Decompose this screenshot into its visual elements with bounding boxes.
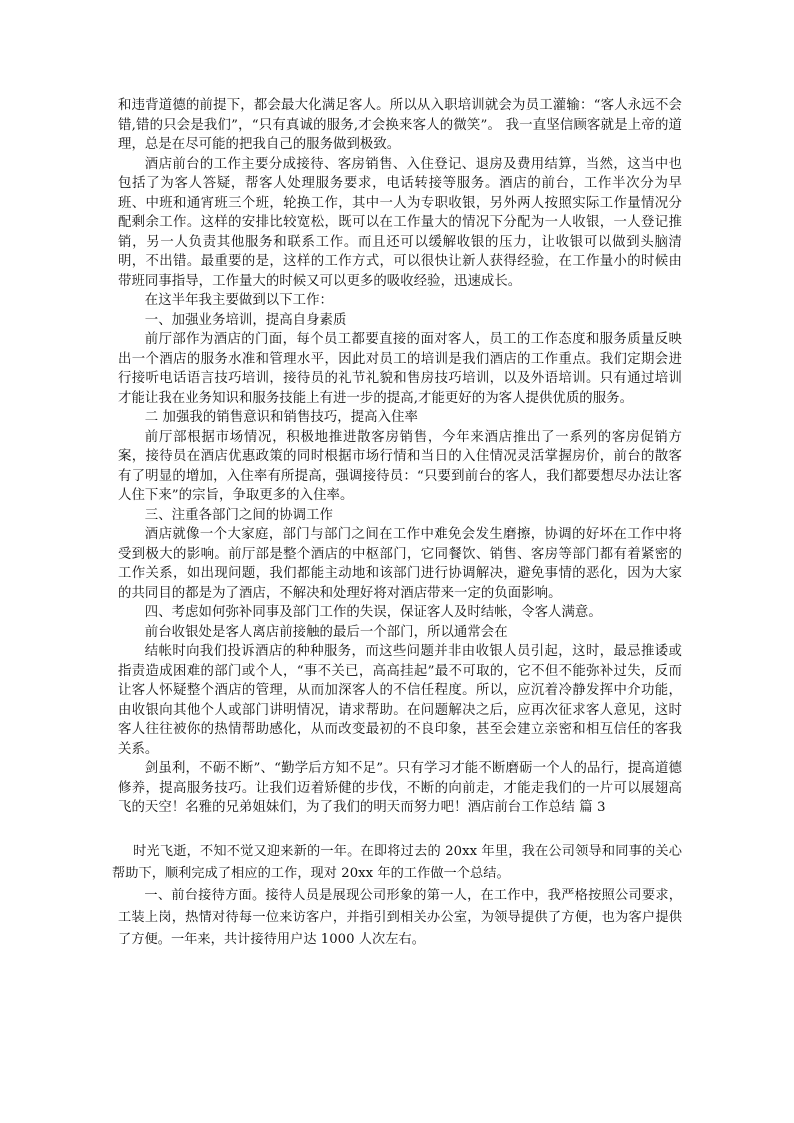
heading-3: 三、注重各部门之间的协调工作 xyxy=(144,507,333,523)
heading-1: 一、加强业务培训，提高自身素质 xyxy=(144,312,347,328)
paragraph-3: 在这半年我主要做到以下工作： xyxy=(144,293,333,308)
section-gap xyxy=(118,818,682,841)
section2-paragraph-2: 一、前台接待方面。接待人员是展现公司形象的第一人，在工作中，我严格按照公司要求，工装上岗，热情对待每一位来访客户，并指引到相关办公室，为领导提供了方便，也为客户提供了方便。一年来，共计接待用户达 1000 人次左右。 xyxy=(118,887,682,947)
section2-paragraph-1: 时光飞逝，不知不觉又迎来新的一年。在即将过去的 20xx 年里，我在公司领导和同事的关心帮助下，顺利完成了相应的工作，现对 20xx 年的工作做一个总结。 xyxy=(112,843,682,881)
paragraph-9: 剑虽利，不砺不断”、“勤学后方知不足”。只有学习才能不断磨砺一个人的品行，提高道德修养，提高服务技巧。让我们迈着矫健的步伐，不断的向前走，才能走我们的一片可以展翅高飞的天空！名雅的兄弟姐妹们，为了我们的明天而努力吧！酒店前台工作总结 篇 3 xyxy=(118,761,682,815)
section-2 xyxy=(112,841,682,951)
paragraph-2: 酒店前台的工作主要分成接待、客房销售、入住登记、退房及费用结算，当然，这当中也包括了为客人答疑，帮客人处理服务要求，电话转接等服务。酒店的前台，工作半次分为早班、中班和通宵班三个班，轮换工作，其中一人为专职收银，另外两人按照实际工作量情况分配剩余工作。这样的安排比较宽松，既可以在工作量大的情况下分配为一人收银，一人登记推销，另一人负责其他服务和联系工作。而且还可以缓解收银的压力，让收银可以做到头脑清明，不出错。最重要的是，这样的工作方式，可以很快让新人获得经验，在工作量小的时候由带班同事指导，工作量大的时候又可以更多的吸收经验，迅速成长。 xyxy=(118,156,682,289)
paragraph-8: 结帐时向我们投诉酒店的种种服务，而这些问题并非由收银人员引起，这时，最忌推诿或指责造成困难的部门或个人，“事不关已，高高挂起”最不可取的，它不但不能弥补过失，反而让客人怀疑整个酒店的管理，从而加深客人的不信任程度。所以，应沉着冷静发挥中介功能，由收银向其他个人或部门讲明情况，请求帮助。在问题解决之后，应再次征求客人意见，这时客人往往被你的热情帮助感化，从而改变最初的不良印象，甚至会建立亲密和相互信任的客我关系。 xyxy=(118,644,682,757)
paragraph-6: 酒店就像一个大家庭，部门与部门之间在工作中难免会发生磨擦，协调的好坏在工作中将受到极大的影响。前厅部是整个酒店的中枢部门，它同餐饮、销售、客房等部门都有着紧密的工作关系，如出现问题，我们都能主动地和该部门进行协调解决，避免事情的恶化，因为大家的共同目的都是为了酒店，不解决和处理好将对酒店带来一定的负面影响。 xyxy=(118,527,682,601)
heading-2: 二 加强我的销售意识和销售技巧，提高入住率 xyxy=(144,410,418,425)
paragraph-7: 前台收银处是客人离店前接触的最后一个部门，所以通常会在 xyxy=(144,624,508,640)
paragraph-4: 前厅部作为酒店的门面，每个员工都要直接的面对客人，员工的工作态度和服务质量反映出一个酒店的服务水准和管理水平，因此对员工的培训是我们酒店的工作重点。我们定期会进行接听电话语言技巧培训，接待员的礼节礼貌和售房技巧培训，以及外语培训。只有通过培训才能让我在业务知识和服务技能上有进一步的提高,才能更好的为客人提供优质的服务。 xyxy=(118,332,682,406)
paragraph-1: 和违背道德的前提下，都会最大化满足客人。所以从入职培训就会为员工灌输：“客人永远不会错,错的只会是我们”，“只有真诚的服务,才会换来客人的微笑”。 我一直坚信顾客就是上帝的道理，总是在尽可能的把我自己的服务做到极致。 xyxy=(118,98,682,152)
document-page xyxy=(112,96,682,951)
heading-4: 四、考虑如何弥补同事及部门工作的失误，保证客人及时结帐，令客人满意。 xyxy=(144,605,602,620)
paragraph-5: 前厅部根据市场情况，积极地推进散客房销售，今年来酒店推出了一系列的客房促销方案，接待员在酒店优惠政策的同时根据市场行情和当日的入住情况灵活掌握房价，前台的散客有了明显的增加，入住率有所提高，强调接待员：“只要到前台的客人，我们都要想尽办法让客人住下来”的宗旨，争取更多的入住率。 xyxy=(118,429,682,503)
